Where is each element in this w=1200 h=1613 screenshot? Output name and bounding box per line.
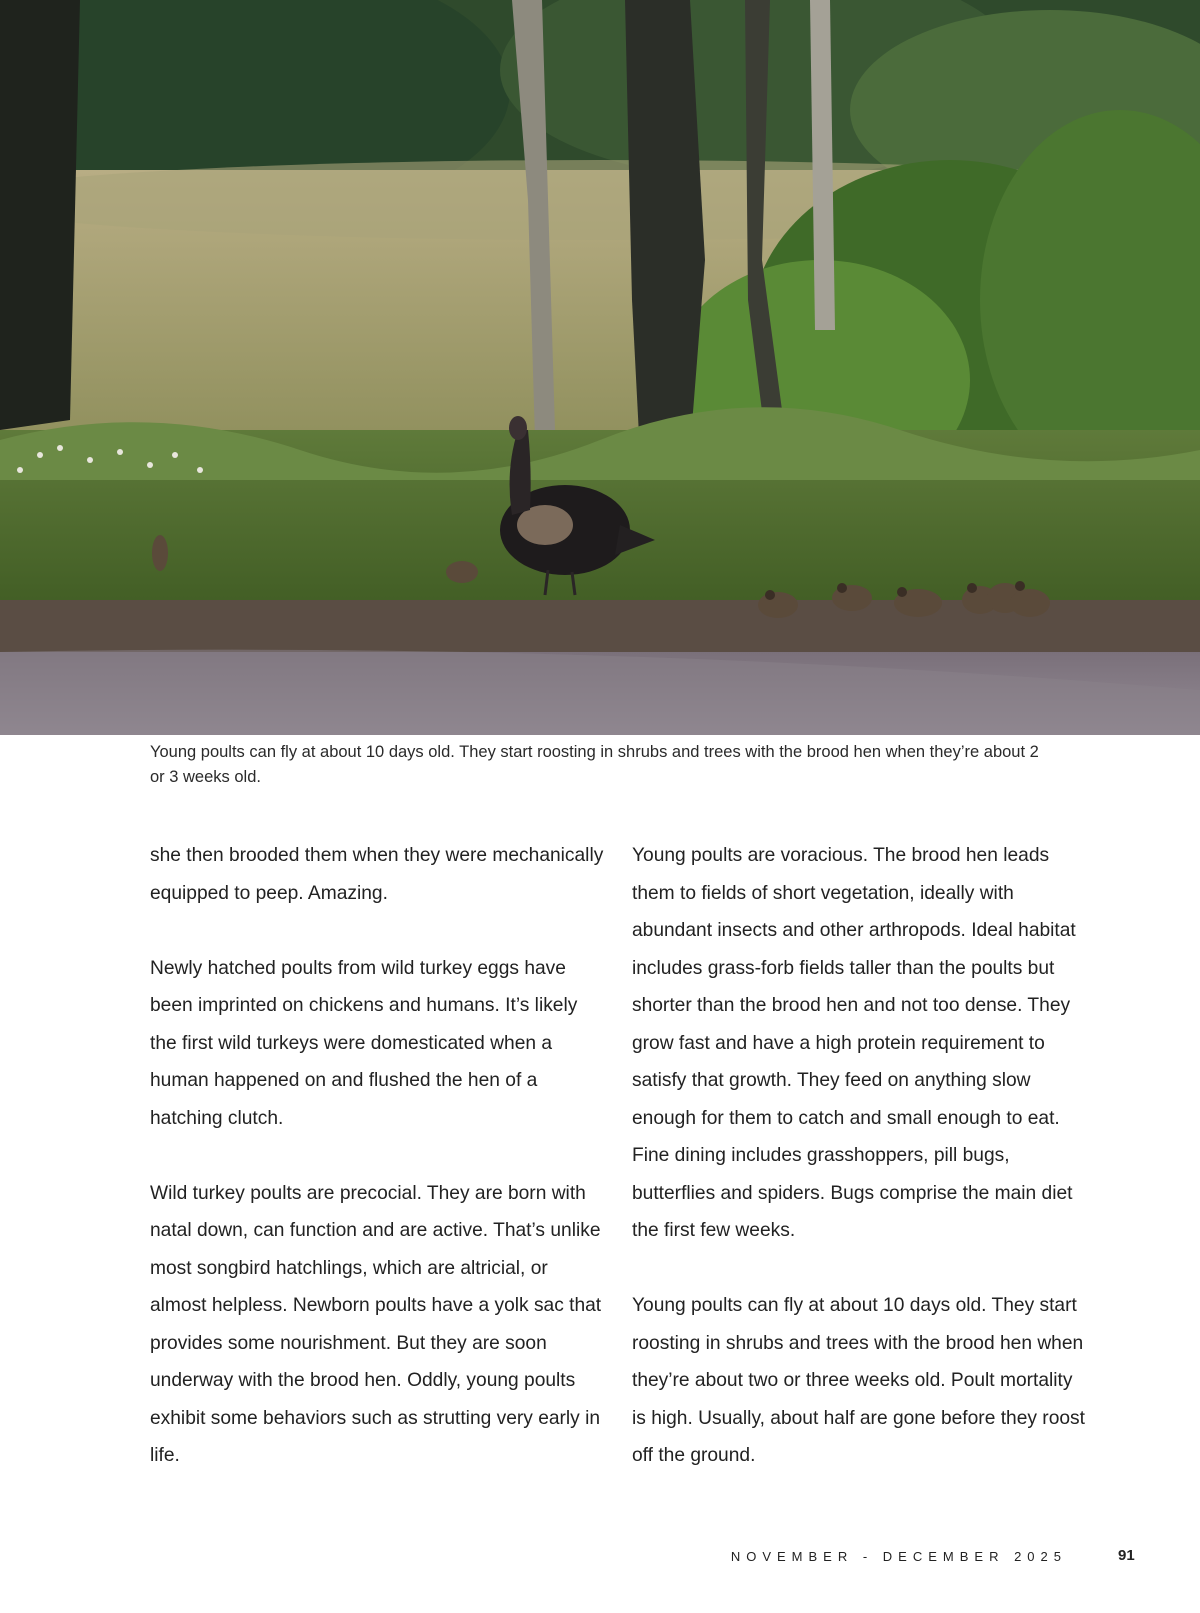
paragraph: Young poults can fly at about 10 days old. They start roosting in shrubs and trees with the brood hen when they’re about two or three weeks old. Poult mortality is high. Usually, about half are gone before they roost off the ground. [632, 1295, 1085, 1466]
paragraph: Young poults are voracious. The brood hen leads them to fields of short vegetation, ideally with abundant insects and other arthropods. Ideal habitat includes grass-forb fields taller than the poults but shorter than the brood hen and not too dense. They grow fast and have a high protein requirement to satisfy that growth. They feed on anything slow enough for them to catch and small enough to eat. Fine dining includes grasshoppers, pill bugs, butterflies and spiders. Bugs comprise the main diet the first few weeks. [632, 845, 1076, 1241]
article-body [150, 837, 1088, 1475]
issue-date: NOVEMBER - DECEMBER 2025 [730, 1549, 1067, 1564]
hero-photo [0, 0, 1200, 735]
page-number: 91 [1118, 1547, 1135, 1564]
right-column [632, 837, 1088, 1475]
paragraph: Newly hatched poults from wild turkey eggs have been imprinted on chickens and humans. It’s likely the first wild turkeys were domesticated when a human happened on and flushed the hen of a hatching clutch. [150, 957, 578, 1129]
photo-caption: Young poults can fly at about 10 days old. They start roosting in shrubs and trees with the brood hen when they’re about 2 or 3 weeks old. [150, 743, 1039, 786]
left-column [150, 837, 606, 1475]
paragraph: she then brooded them when they were mechanically equipped to peep. Amazing. [150, 845, 604, 904]
paragraph: Wild turkey poults are precocial. They are born with natal down, can function and are active. That’s unlike most songbird hatchlings, which are altricial, or almost helpless. Newborn poults have a yolk sac that provides some nourishment. But they are soon underway with the brood hen. Oddly, young poults exhibit some behaviors such as strutting very early in life. [150, 1182, 602, 1466]
